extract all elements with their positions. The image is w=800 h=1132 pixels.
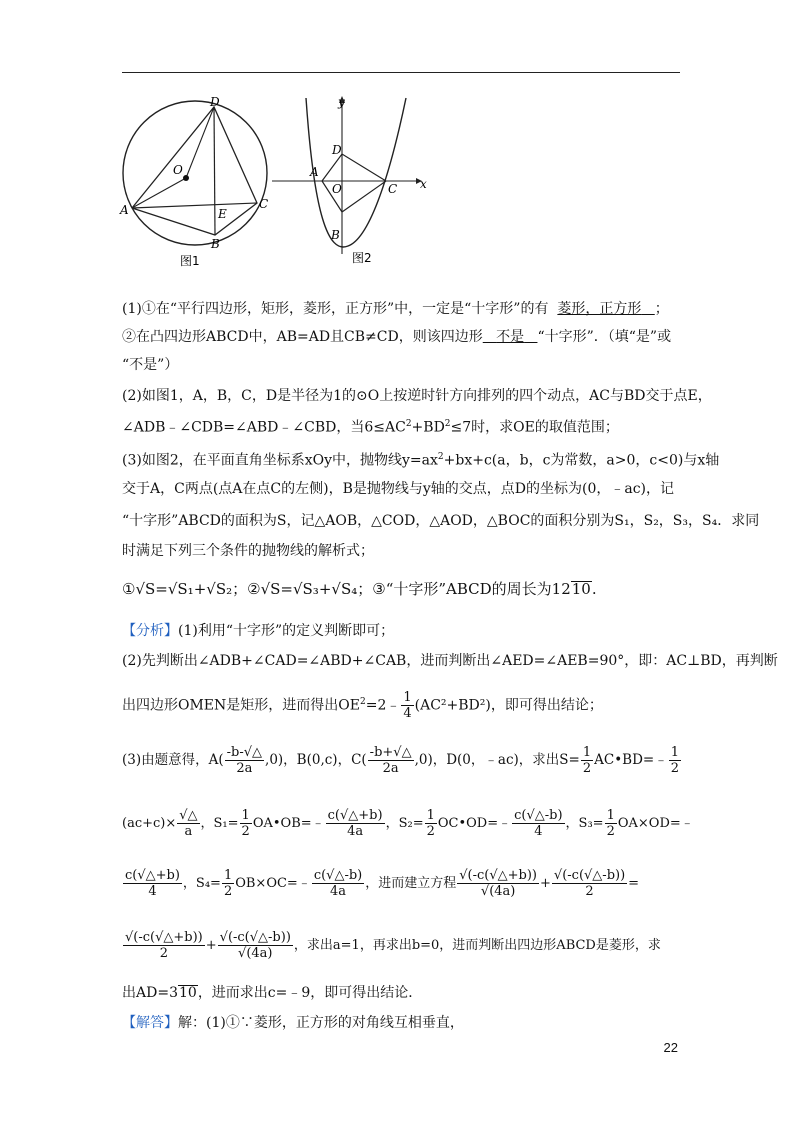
label-B: B bbox=[211, 237, 220, 251]
problem-3-line-2: 交于A，C两点(点A在点C的左侧)，B是抛物线与y轴的交点，点D的坐标为(0，﹣ac)，记 bbox=[122, 481, 675, 497]
problem-1-line-2: ②在凸四边形ABCD中，AB=AD且CB≠CD，则该四边形 不是 “十字形”．（填“是”或 bbox=[122, 329, 672, 345]
problem-3-line: (3)如图2，在平面直角坐标系xOy中，抛物线$y=ax^2+bx+c(a$，b，c为常数，a>0，c<0)与x轴 bbox=[122, 452, 720, 469]
problem-3-line-3: “十字形”ABCD的面积为S，记△AOB，△COD，△AOD，△BOC的面积分别为S₁，S₂，S₃，S₄．求同 bbox=[122, 513, 760, 529]
analysis-line-6: $\frac{c(√\triangle+b)}{4}$ ，S₄= $\frac{1}{2}$ OB×OC=﹣ $\frac{c(√\triangle-b)}{4a}$ ，进而建立方程 $\frac{√(-c(√\triangle+b))}{√(4a)}$ + $\frac{√(-c(√\triangle-b))}{2}$ = bbox=[125, 868, 640, 899]
axis-y-label: y bbox=[338, 95, 345, 109]
label-O: O bbox=[332, 182, 342, 196]
answer-tag: 【解答】 bbox=[122, 1015, 178, 1031]
label-A: A bbox=[120, 203, 129, 217]
label-C: C bbox=[388, 182, 398, 196]
page-number: 22 bbox=[663, 1040, 678, 1055]
problem-3-conditions: ①√S=√S₁+√S₂；②√S=√S₃+√S₄；③“十字形”ABCD的周长为1210. bbox=[122, 580, 597, 598]
problem-3-line-4: 时满足下列三个条件的抛物线的解析式； bbox=[122, 543, 374, 559]
analysis-line-3: 出四边形OMEN是矩形，进而得出$OE^2=2﹣$ $\frac{1}{4}$ (AC²+BD²)，即可得出结论； bbox=[122, 690, 603, 721]
label-B: B bbox=[331, 228, 340, 242]
answer-blank-2: 不是 bbox=[496, 329, 525, 345]
label-E: E bbox=[218, 207, 227, 221]
problem-1-line-3: “不是”） bbox=[122, 357, 179, 373]
label-D: D bbox=[210, 96, 220, 109]
analysis-line-2: (2)先判断出∠ADB+∠CAD=∠ABD+∠CAB，进而判断出∠AED=∠AEB=90°，即：AC⊥BD，再判断 bbox=[122, 653, 778, 669]
analysis-line-7: $\frac{√(-c(√\triangle+b))}{2}$ + $\frac{√(-c(√\triangle-b))}{√(4a)}$ ，求出a=1，再求出b=0，进而判断出四边形ABCD是菱形，求 bbox=[125, 930, 661, 961]
label-C: C bbox=[259, 197, 269, 211]
label-A: A bbox=[310, 165, 319, 179]
figure-1-caption: 图1 bbox=[180, 254, 200, 268]
answer-blank-1: 菱形，正方形 bbox=[557, 301, 642, 317]
analysis-line-8: 出AD=310，进而求出c=﹣9，即可得出结论． bbox=[122, 985, 423, 1001]
analysis-tag: 【分析】 bbox=[122, 623, 178, 639]
figure-1 bbox=[118, 96, 278, 271]
answer-line-1: 【解答】解：(1)①∵菱形，正方形的对角线互相垂直， bbox=[122, 1015, 464, 1031]
analysis-line-5: (ac+c)× $\frac{√\triangle}{a}$ ，S₁= $\frac{1}{2}$ OA•OB=﹣ $\frac{c(√\triangle+b)}{4a}$ ，S₂= $\frac{1}{2}$ OC•OD=﹣ $\frac{c(√\triangle-b)}{4}$ ，S₃= $\frac{1}{2}$ OA×OD=﹣ bbox=[122, 808, 694, 839]
problem-2-line-2: ∠ADB﹣∠CDB=∠ABD﹣∠CBD，当$6\le AC^2+BD^2\le 7$时，求OE的取值范围； bbox=[122, 419, 619, 436]
header-rule bbox=[122, 72, 680, 73]
analysis-line-1: 【分析】(1)利用“十字形”的定义判断即可； bbox=[122, 623, 395, 639]
problem-2-line: (2)如图1，A，B，C，D是半径为1的⊙O上按逆时针方向排列的四个动点，AC与BD交于点E， bbox=[122, 388, 712, 404]
analysis-line-4: (3)由题意得，A( $\frac{-b-√\triangle}{2a}$ ,0)，B(0,c)，C( $\frac{-b+√\triangle}{2a}$ ,0)，D(0，﹣ac)，求出S= $\frac{1}{2}$ AC•BD=﹣ $\frac{1}{2}$ bbox=[122, 745, 679, 776]
axis-x-label: x bbox=[420, 177, 427, 191]
figure-2-caption: 图2 bbox=[352, 251, 372, 265]
label-D: D bbox=[332, 143, 342, 157]
problem-1-line: (1)①在“平行四边形，矩形，菱形，正方形”中，一定是“十字形”的有 菱形，正方形 ； bbox=[122, 301, 669, 317]
label-O: O bbox=[173, 163, 183, 177]
text: (1)①在“平行四边形，矩形，菱形，正方形”中，一定是“十字形”的有 bbox=[122, 301, 549, 317]
figure-2 bbox=[268, 94, 438, 269]
